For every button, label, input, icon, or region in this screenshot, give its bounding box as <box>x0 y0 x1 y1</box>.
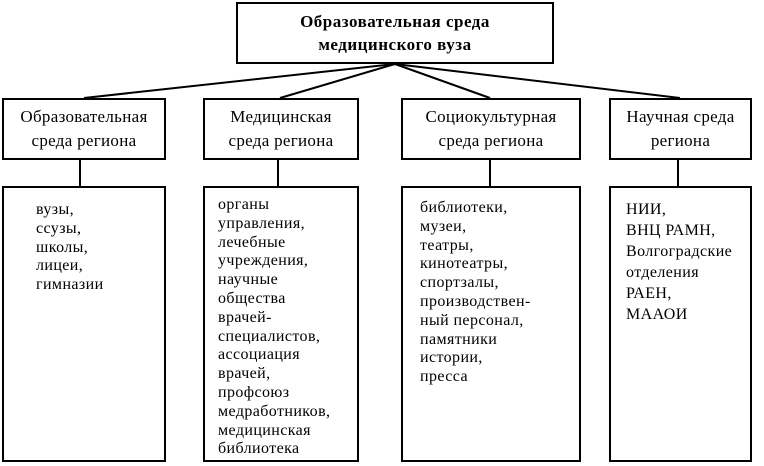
list-item: Волгоградские <box>626 243 733 260</box>
list-box-scientific <box>609 186 752 462</box>
list-item: школы, <box>36 238 89 256</box>
list-item: ассоциация <box>218 346 301 364</box>
category-label-line-2: региона <box>650 131 711 150</box>
list-item: памятники <box>420 330 498 348</box>
list-item: ВНЦ РАМН, <box>626 222 716 239</box>
category-label-line-1: Научная среда <box>626 107 735 126</box>
category-label-line-1: Социокультурная <box>425 107 557 126</box>
list-item: театры, <box>420 236 474 254</box>
list-box-educational <box>2 186 166 462</box>
category-label-line-2: среда региона <box>438 131 544 150</box>
list-item: спортзалы, <box>420 274 499 292</box>
list-item: кинотеатры, <box>420 255 509 273</box>
list-item: библиотеки, <box>420 199 508 216</box>
list-box-sociocultural <box>401 186 581 462</box>
list-item: научные <box>218 271 279 289</box>
root-title-line-2: медицинского вуза <box>318 35 472 54</box>
category-box-sociocultural <box>401 98 581 160</box>
list-item: пресса <box>420 368 468 386</box>
list-item: производствен- <box>420 292 531 310</box>
connector-root-cat1 <box>84 64 395 98</box>
list-item: специалистов, <box>218 327 321 345</box>
category-label-line-1: Образовательная <box>20 107 148 126</box>
list-item: ный персонал, <box>420 311 524 329</box>
category-label-line-2: среда региона <box>228 131 334 150</box>
list-item: библиотека <box>218 440 300 458</box>
list-item: отделения <box>626 264 699 281</box>
list-item: профсоюз <box>218 383 290 401</box>
list-item: вузы, <box>36 201 75 218</box>
list-item: ссузы, <box>36 219 82 237</box>
root-title-line-1: Образовательная среда <box>300 12 490 31</box>
list-item: МААОИ <box>626 306 688 323</box>
category-label-line-2: среда региона <box>31 131 137 150</box>
category-box-scientific <box>609 98 752 160</box>
list-item: медработников, <box>218 402 331 420</box>
connector-root-cat4 <box>395 64 680 98</box>
list-item: лицеи, <box>36 257 84 275</box>
connector-root-cat2 <box>280 64 395 98</box>
list-item: НИИ, <box>626 201 667 218</box>
list-item: общества <box>218 289 286 307</box>
list-item: истории, <box>420 349 483 367</box>
list-item: врачей, <box>218 365 271 383</box>
category-box-medical <box>203 98 359 160</box>
list-item: лечебные <box>218 233 286 251</box>
list-item: музеи, <box>420 217 467 235</box>
root-box <box>236 2 554 64</box>
list-item: врачей- <box>218 308 272 326</box>
category-box-educational <box>2 98 166 160</box>
list-box-medical <box>203 186 359 462</box>
category-label-line-1: Медицинская <box>230 107 332 126</box>
root-title <box>300 10 490 56</box>
list-item: РАЕН, <box>626 285 672 302</box>
list-item: управления, <box>218 214 305 232</box>
list-item: учреждения, <box>218 252 309 270</box>
list-item: медицинская <box>218 421 311 439</box>
list-item: гимназии <box>36 276 104 294</box>
list-item: органы <box>218 196 270 213</box>
